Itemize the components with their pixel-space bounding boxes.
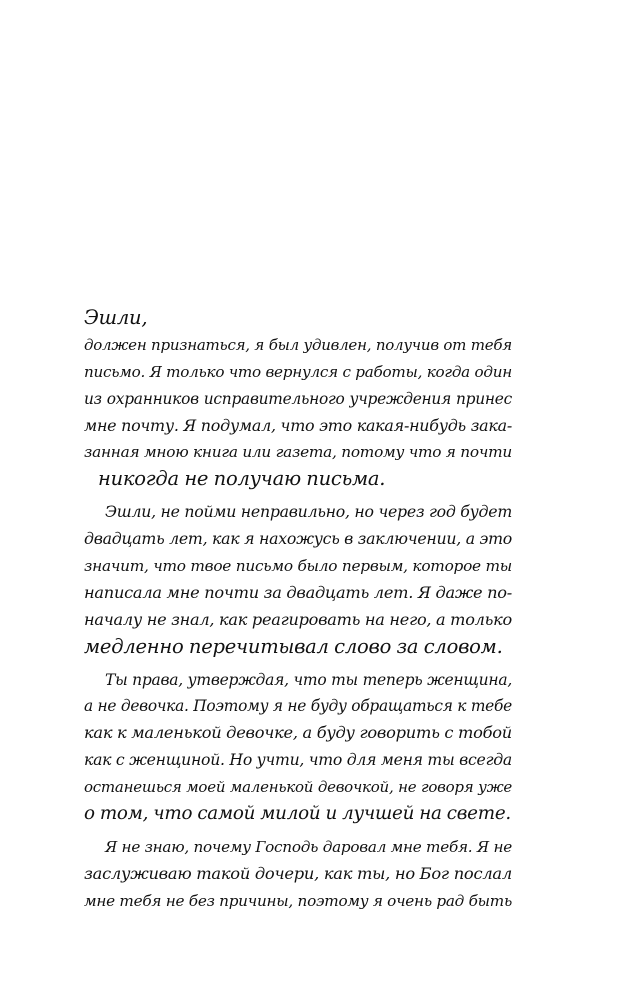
text-line: двадцать лет, как я нахожусь в заключении, а это [84, 529, 512, 549]
text-line: никогда не получаю письма. [98, 467, 386, 491]
text-line: написала мне почти за двадцать лет. Я даже по- [84, 582, 512, 602]
letter-salutation: Эшли, [84, 306, 148, 329]
text-line: Эшли, не пойми неправильно, но через год будет [105, 502, 512, 522]
text-line: Ты права, утверждая, что ты теперь женщина, [105, 670, 512, 689]
text-line: началу не знал, как реагировать на него, а только [84, 609, 512, 629]
text-line: как с женщиной. Но учти, что для меня ты всегда [84, 750, 512, 770]
text-line: занная мною книга или газета, потому что я почти [84, 443, 512, 462]
text-line: из охранников исправительного учреждения принес [84, 389, 512, 408]
text-line: Я не знаю, почему Господь даровал мне тебя. Я не [105, 837, 512, 856]
letter-text [84, 305, 512, 915]
text-line: мне тебя не без причины, поэтому я очень рад быть [84, 891, 512, 910]
text-line: как к маленькой девочке, а буду говорить с тобой [84, 723, 512, 743]
text-line: а не девочка. Поэтому я не буду обращаться к тебе [84, 697, 512, 716]
text-line: должен признаться, я был удивлен, получив от тебя [84, 335, 512, 354]
text-line: медленно перечитывал слово за словом. [84, 634, 503, 658]
text-line: о том, что самой милой и лучшей на свете. [84, 803, 511, 825]
text-line: значит, что твое письмо было первым, которое ты [84, 557, 512, 576]
text-line: письмо. Я только что вернулся с работы, когда один [84, 362, 512, 381]
text-line: мне почту. Я подумал, что это какая-нибудь зака- [84, 415, 512, 435]
text-line: заслуживаю такой дочери, как ты, но Бог послал [84, 863, 512, 883]
text-line: останешься моей маленькой девочкой, не говоря уже [84, 778, 512, 797]
